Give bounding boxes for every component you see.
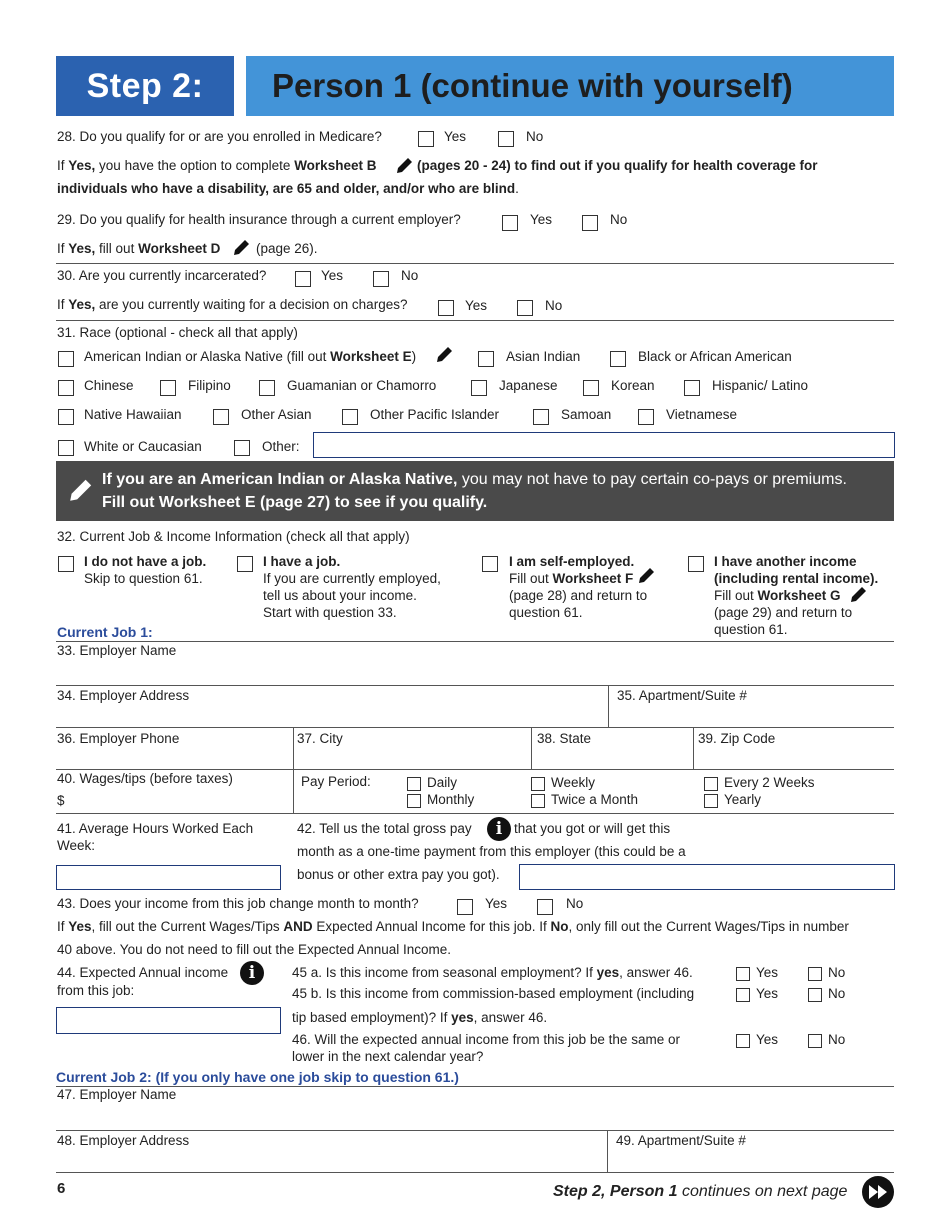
race-white-checkbox[interactable] xyxy=(58,440,74,456)
race-asian-indian-label: Asian Indian xyxy=(506,349,581,364)
no-job-title: I do not have a job. xyxy=(84,554,207,569)
race-pacific-label: Other Pacific Islander xyxy=(370,407,500,422)
q45a-question: 45 a. Is this income from seasonal employment? If yes, answer 46. xyxy=(292,965,693,980)
divider xyxy=(56,727,894,728)
divider xyxy=(56,813,894,814)
q43-no-label: No xyxy=(566,896,584,911)
q28-note-line1: If Yes, you have the option to complete Worksheet B xyxy=(57,158,377,173)
race-black-label: Black or African American xyxy=(638,349,792,364)
job2-apartment-label: 49. Apartment/Suite # xyxy=(616,1133,746,1148)
monthly-label: Monthly xyxy=(427,792,475,807)
divider xyxy=(56,1130,894,1131)
current-job-1-heading: Current Job 1: xyxy=(57,624,153,640)
hours-label-line1: 41. Average Hours Worked Each xyxy=(57,821,254,836)
race-pacific-checkbox[interactable] xyxy=(342,409,358,425)
employer-address-label: 34. Employer Address xyxy=(57,688,190,703)
q45a-yes-checkbox[interactable] xyxy=(736,967,750,981)
expected-income-label-line2: from this job: xyxy=(57,983,135,998)
q30-sub-yes-label: Yes xyxy=(465,298,488,313)
race-samoan-label: Samoan xyxy=(561,407,612,422)
have-job-checkbox[interactable] xyxy=(237,556,253,572)
q30-question: 30. Are you currently incarcerated? xyxy=(57,268,267,283)
q45b-question-line1: 45 b. Is this income from commission-based employment (including xyxy=(292,986,695,1001)
self-employed-text2: (page 28) and return to xyxy=(509,588,648,603)
q45b-no-label: No xyxy=(828,986,846,1001)
twice-month-label: Twice a Month xyxy=(551,792,639,807)
continues-note: Step 2, Person 1 continues on next page xyxy=(553,1183,848,1200)
pencil-icon xyxy=(231,238,251,258)
yearly-checkbox[interactable] xyxy=(704,794,718,808)
divider xyxy=(56,1086,894,1087)
q46-question-line2: lower in the next calendar year? xyxy=(292,1049,484,1064)
other-income-text3: question 61. xyxy=(714,622,788,637)
q46-yes-checkbox[interactable] xyxy=(736,1034,750,1048)
q29-yes-checkbox[interactable] xyxy=(502,215,518,231)
q29-note: If Yes, fill out Worksheet D xyxy=(57,241,221,256)
job2-employer-name-input[interactable] xyxy=(56,1104,894,1128)
q46-no-checkbox[interactable] xyxy=(808,1034,822,1048)
q43-yes-label: Yes xyxy=(485,896,508,911)
dollar-sign: $ xyxy=(57,793,65,808)
divider xyxy=(56,685,894,686)
race-hawaiian-checkbox[interactable] xyxy=(58,409,74,425)
fast-forward-icon[interactable] xyxy=(862,1176,894,1208)
race-chinese-checkbox[interactable] xyxy=(58,380,74,396)
self-employed-title: I am self-employed. xyxy=(509,554,635,569)
pencil-icon xyxy=(848,585,868,605)
pay-period-label: Pay Period: xyxy=(301,774,371,789)
race-filipino-label: Filipino xyxy=(188,378,231,393)
other-income-title2: (including rental income). xyxy=(714,571,879,586)
have-job-text2: tell us about your income. xyxy=(263,588,417,603)
q45b-yes-checkbox[interactable] xyxy=(736,988,750,1002)
divider xyxy=(56,641,894,642)
q30-yes-label: Yes xyxy=(321,268,344,283)
no-job-checkbox[interactable] xyxy=(58,556,74,572)
q46-yes-label: Yes xyxy=(756,1032,779,1047)
banner-line1: If you are an American Indian or Alaska Native, you may not have to pay certain co-pays or premiums. xyxy=(102,471,847,488)
page-title: Person 1 (continue with yourself) xyxy=(246,56,894,116)
daily-checkbox[interactable] xyxy=(407,777,421,791)
divider xyxy=(56,320,894,321)
info-icon[interactable]: i xyxy=(240,961,264,985)
race-samoan-checkbox[interactable] xyxy=(533,409,549,425)
gross-pay-label-line1a: 42. Tell us the total gross pay xyxy=(297,821,472,836)
q29-no-checkbox[interactable] xyxy=(582,215,598,231)
daily-label: Daily xyxy=(427,775,458,790)
race-other-checkbox[interactable] xyxy=(234,440,250,456)
other-income-title1: I have another income xyxy=(714,554,857,569)
expected-income-input[interactable] xyxy=(56,1007,281,1034)
q30-sub-yes-checkbox[interactable] xyxy=(438,300,454,316)
race-japanese-checkbox[interactable] xyxy=(471,380,487,396)
q28-note-pages: (pages 20 - 24) to find out if you qualify for health coverage for xyxy=(417,158,818,173)
state-label: 38. State xyxy=(537,731,592,746)
divider xyxy=(56,1172,894,1173)
q28-no-label: No xyxy=(526,129,544,144)
no-job-text: Skip to question 61. xyxy=(84,571,203,586)
q45a-no-label: No xyxy=(828,965,846,980)
gross-pay-label-line2: month as a one-time payment from this employer (this could be a xyxy=(297,844,686,859)
q43-question: 43. Does your income from this job change month to month? xyxy=(57,896,419,911)
have-job-text3: Start with question 33. xyxy=(263,605,397,620)
job2-employer-address-label: 48. Employer Address xyxy=(57,1133,190,1148)
race-other-label: Other: xyxy=(262,439,300,454)
race-other-asian-label: Other Asian xyxy=(241,407,312,422)
banner-line2: Fill out Worksheet E (page 27) to see if you qualify. xyxy=(102,494,488,511)
divider xyxy=(56,769,894,770)
q46-question-line1: 46. Will the expected annual income from this job be the same or xyxy=(292,1032,680,1047)
employer-phone-label: 36. Employer Phone xyxy=(57,731,180,746)
step-label: Step 2: xyxy=(56,56,234,116)
divider xyxy=(607,1130,608,1172)
q31-question: 31. Race (optional - check all that apply) xyxy=(57,325,298,340)
race-chinese-label: Chinese xyxy=(84,378,134,393)
weekly-label: Weekly xyxy=(551,775,596,790)
expected-income-label-line1: 44. Expected Annual income xyxy=(57,965,229,980)
american-indian-banner xyxy=(56,461,894,521)
q30-sub-no-label: No xyxy=(545,298,563,313)
q30-sub-question: If Yes, are you currently waiting for a decision on charges? xyxy=(57,297,408,312)
q28-question: 28. Do you qualify for or are you enrolled in Medicare? xyxy=(57,129,382,144)
race-hawaiian-label: Native Hawaiian xyxy=(84,407,182,422)
apartment-label: 35. Apartment/Suite # xyxy=(617,688,747,703)
yearly-label: Yearly xyxy=(724,792,762,807)
race-hispanic-checkbox[interactable] xyxy=(684,380,700,396)
race-filipino-checkbox[interactable] xyxy=(160,380,176,396)
current-job-2-heading: Current Job 2: (If you only have one job skip to question 61.) xyxy=(56,1069,459,1085)
other-income-text1: Fill out Worksheet G xyxy=(714,588,841,603)
q28-no-checkbox[interactable] xyxy=(498,131,514,147)
pencil-icon xyxy=(66,477,94,505)
self-employed-text3: question 61. xyxy=(509,605,583,620)
twice-month-checkbox[interactable] xyxy=(531,794,545,808)
race-guamanian-checkbox[interactable] xyxy=(259,380,275,396)
q43-note-line1: If Yes, fill out the Current Wages/Tips AND Expected Annual Income for this job. If No, only fill out the Current Wages/Tips in number xyxy=(57,919,849,934)
every-2-weeks-checkbox[interactable] xyxy=(704,777,718,791)
have-job-text1: If you are currently employed, xyxy=(263,571,441,586)
race-black-checkbox[interactable] xyxy=(610,351,626,367)
wages-label: 40. Wages/tips (before taxes) xyxy=(57,771,233,786)
pencil-icon xyxy=(434,345,454,365)
gross-pay-label-line3: bonus or other extra pay you got). xyxy=(297,867,500,882)
divider xyxy=(56,263,894,264)
employer-name-input[interactable] xyxy=(56,660,894,684)
q45a-no-checkbox[interactable] xyxy=(808,967,822,981)
q45b-yes-label: Yes xyxy=(756,986,779,1001)
employer-name-label: 33. Employer Name xyxy=(57,643,177,658)
race-japanese-label: Japanese xyxy=(499,378,558,393)
other-income-text2: (page 29) and return to xyxy=(714,605,853,620)
q45a-yes-label: Yes xyxy=(756,965,779,980)
self-employed-text1: Fill out Worksheet F xyxy=(509,571,634,586)
divider xyxy=(293,769,294,813)
race-asian-indian-checkbox[interactable] xyxy=(478,351,494,367)
race-hispanic-label: Hispanic/ Latino xyxy=(712,378,809,393)
race-vietnamese-checkbox[interactable] xyxy=(638,409,654,425)
q29-question: 29. Do you qualify for health insurance through a current employer? xyxy=(57,212,461,227)
q43-no-checkbox[interactable] xyxy=(537,899,553,915)
q30-no-label: No xyxy=(401,268,419,283)
q30-no-checkbox[interactable] xyxy=(373,271,389,287)
race-korean-checkbox[interactable] xyxy=(583,380,599,396)
weekly-checkbox[interactable] xyxy=(531,777,545,791)
q30-sub-no-checkbox[interactable] xyxy=(517,300,533,316)
race-guamanian-label: Guamanian or Chamorro xyxy=(287,378,437,393)
gross-pay-label-line1b: that you got or will get this xyxy=(514,821,671,836)
self-employed-checkbox[interactable] xyxy=(482,556,498,572)
q30-yes-checkbox[interactable] xyxy=(295,271,311,287)
hours-label-line2: Week: xyxy=(57,838,96,853)
q46-no-label: No xyxy=(828,1032,846,1047)
q29-yes-label: Yes xyxy=(530,212,553,227)
divider xyxy=(293,727,294,769)
every-2-weeks-label: Every 2 Weeks xyxy=(724,775,815,790)
info-icon[interactable]: i xyxy=(487,817,511,841)
q29-no-label: No xyxy=(610,212,628,227)
race-vietnamese-label: Vietnamese xyxy=(666,407,738,422)
page-number: 6 xyxy=(57,1180,66,1197)
q43-yes-checkbox[interactable] xyxy=(457,899,473,915)
q43-note-line2: 40 above. You do not need to fill out the Expected Annual Income. xyxy=(57,942,452,957)
q29-note-page: (page 26). xyxy=(256,241,318,256)
race-white-label: White or Caucasian xyxy=(84,439,202,454)
q28-yes-label: Yes xyxy=(444,129,467,144)
city-label: 37. City xyxy=(297,731,343,746)
divider xyxy=(531,727,532,769)
monthly-checkbox[interactable] xyxy=(407,794,421,808)
race-korean-label: Korean xyxy=(611,378,655,393)
divider xyxy=(693,727,694,769)
q45b-question-line2: tip based employment)? If yes, answer 46. xyxy=(292,1010,548,1025)
race-american-indian-label: American Indian or Alaska Native (fill out Worksheet E) xyxy=(84,349,417,364)
other-income-checkbox[interactable] xyxy=(688,556,704,572)
zip-label: 39. Zip Code xyxy=(698,731,776,746)
q28-note-line2: individuals who have a disability, are 65 and older, and/or who are blind. xyxy=(57,181,519,196)
pencil-icon xyxy=(394,156,414,176)
divider xyxy=(608,685,609,727)
race-other-asian-checkbox[interactable] xyxy=(213,409,229,425)
pencil-icon xyxy=(636,566,656,586)
race-american-indian-checkbox[interactable] xyxy=(58,351,74,367)
job2-employer-name-label: 47. Employer Name xyxy=(57,1087,177,1102)
q45b-no-checkbox[interactable] xyxy=(808,988,822,1002)
q28-yes-checkbox[interactable] xyxy=(418,131,434,147)
q32-question: 32. Current Job & Income Information (check all that apply) xyxy=(57,529,410,544)
have-job-title: I have a job. xyxy=(263,554,341,569)
race-other-input[interactable] xyxy=(313,432,895,458)
hours-input[interactable] xyxy=(56,865,281,890)
gross-pay-input[interactable] xyxy=(519,864,895,890)
